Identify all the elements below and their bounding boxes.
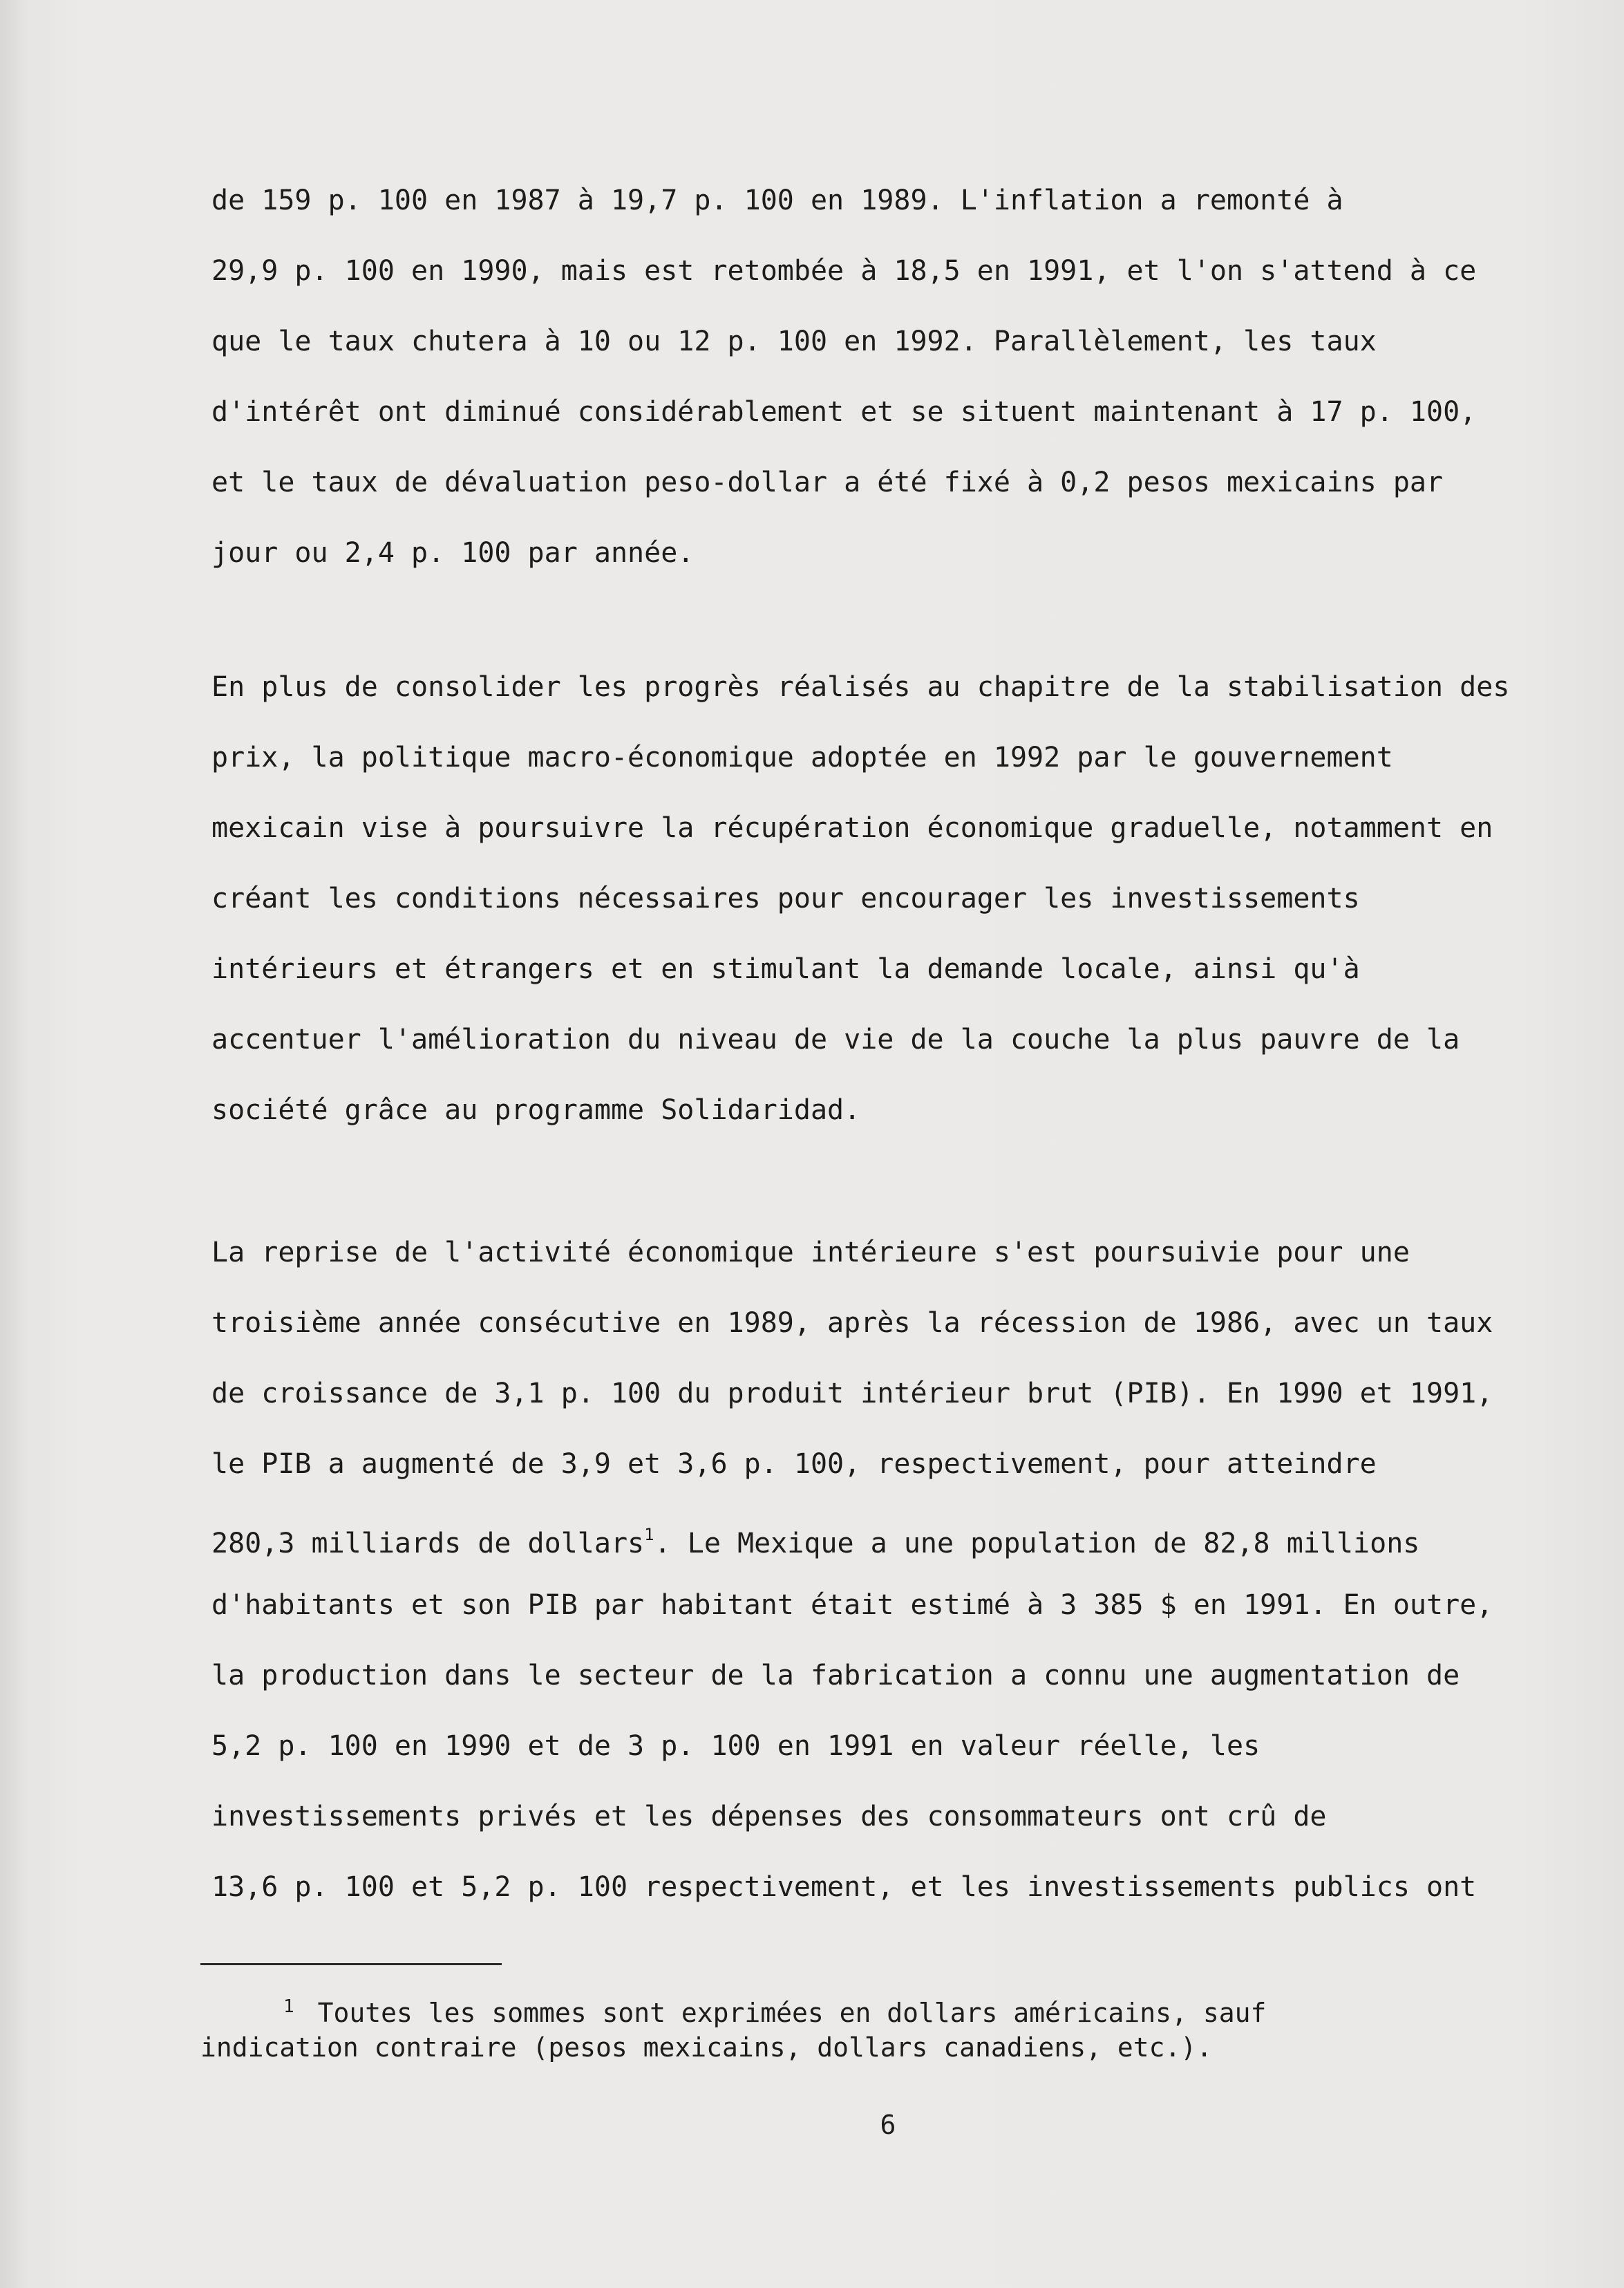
text-line: d'habitants et son PIB par habitant était estimé à 3 385 $ en 1991. En outre, (211, 1589, 1493, 1621)
text-line: intérieurs et étrangers et en stimulant la demande locale, ainsi qu'à (211, 953, 1360, 985)
page-number: 6 (880, 2110, 896, 2140)
text-line: investissements privés et les dépenses des consommateurs ont crû de (211, 1801, 1327, 1832)
text-line: le PIB a augmenté de 3,9 et 3,6 p. 100, respectivement, pour atteindre (211, 1448, 1377, 1480)
text-line: de 159 p. 100 en 1987 à 19,7 p. 100 en 1989. L'inflation a remonté à (211, 185, 1343, 216)
footnote-divider (200, 1963, 502, 1965)
text-line: société grâce au programme Solidaridad. (211, 1094, 861, 1126)
footnote-text: Toutes les sommes sont exprimées en dollars américains, sauf (317, 1998, 1267, 2028)
text-line: créant les conditions nécessaires pour encourager les investissements (211, 883, 1360, 915)
text-line-with-footnote (211, 1515, 1420, 1559)
text-line: jour ou 2,4 p. 100 par année. (211, 537, 695, 569)
text-line: 13,6 p. 100 et 5,2 p. 100 respectivement, et les investissements publics ont (211, 1871, 1477, 1903)
footnote (200, 1989, 1266, 2065)
text-line: La reprise de l'activité économique intérieure s'est poursuivie pour une (211, 1237, 1410, 1268)
text-line: la production dans le secteur de la fabrication a connu une augmentation de (211, 1660, 1460, 1691)
text-line: et le taux de dévaluation peso-dollar a été fixé à 0,2 pesos mexicains par (211, 467, 1444, 498)
text-segment: 280,3 milliards de dollars (211, 1528, 645, 1559)
footnote-line: indication contraire (pesos mexicains, dollars canadiens, etc.). (200, 2032, 1213, 2063)
text-line: 5,2 p. 100 en 1990 et de 3 p. 100 en 1991 en valeur réelle, les (211, 1730, 1261, 1762)
text-line: prix, la politique macro-économique adoptée en 1992 par le gouvernement (211, 742, 1393, 773)
footnote-reference: 1 (644, 1525, 654, 1544)
footnote-mark: 1 (283, 1996, 294, 2017)
text-line: que le taux chutera à 10 ou 12 p. 100 en 1992. Parallèlement, les taux (211, 326, 1377, 357)
footnote-line (200, 1989, 1266, 2030)
text-line: de croissance de 3,1 p. 100 du produit intérieur brut (PIB). En 1990 et 1991, (211, 1378, 1493, 1409)
text-line: d'intérêt ont diminué considérablement et se situent maintenant à 17 p. 100, (211, 396, 1477, 428)
text-line: mexicain vise à poursuivre la récupération économique graduelle, notamment en (211, 812, 1493, 844)
text-line: accentuer l'amélioration du niveau de vie de la couche la plus pauvre de la (211, 1024, 1460, 1056)
text-line: troisième année consécutive en 1989, après la récession de 1986, avec un taux (211, 1307, 1493, 1339)
text-line: En plus de consolider les progrès réalisés au chapitre de la stabilisation des (211, 671, 1510, 703)
text-segment: . Le Mexique a une population de 82,8 millions (654, 1528, 1420, 1559)
text-line: 29,9 p. 100 en 1990, mais est retombée à 18,5 en 1991, et l'on s'attend à ce (211, 255, 1477, 287)
